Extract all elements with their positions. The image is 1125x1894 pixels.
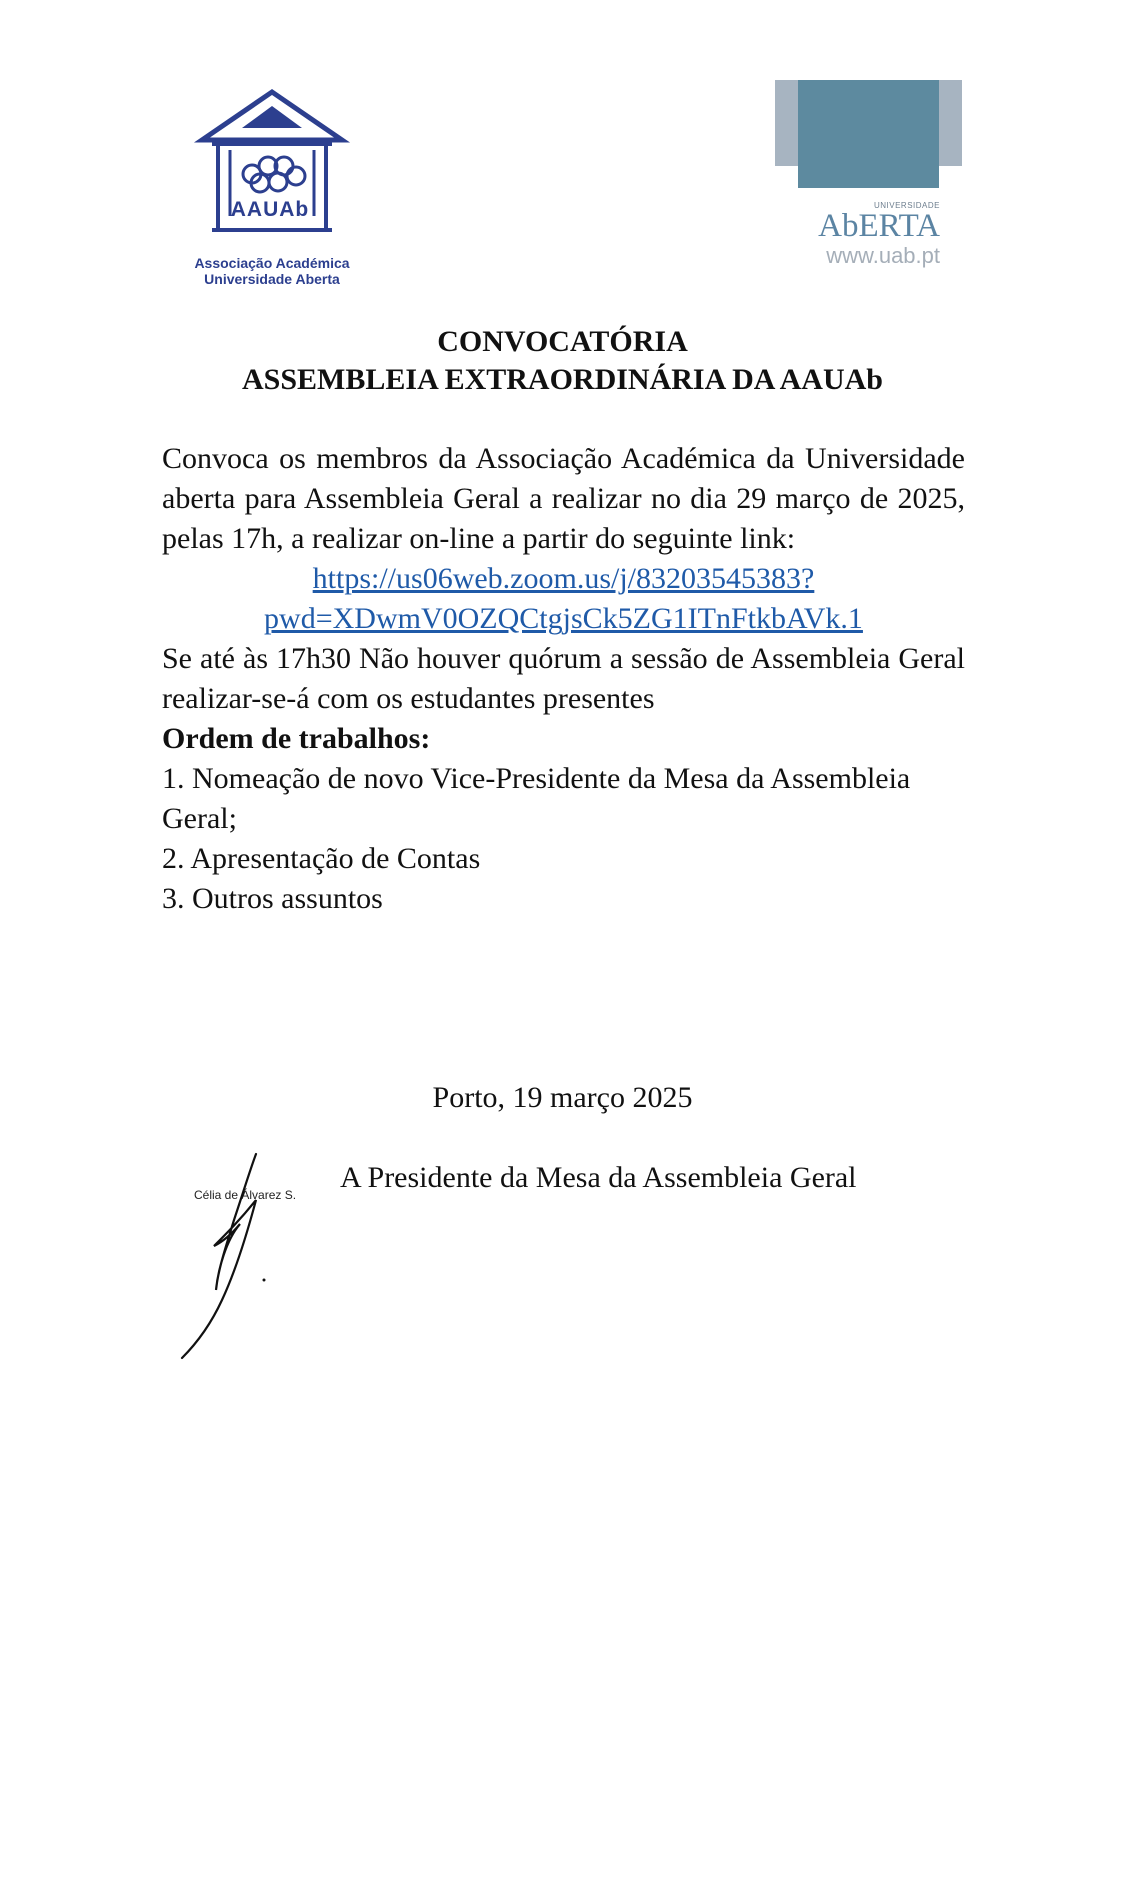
agenda-item: 2. Apresentação de Contas xyxy=(162,842,481,875)
logo-url: www.uab.pt xyxy=(826,243,940,268)
signature-icon xyxy=(170,1150,280,1360)
quorum-paragraph: Se até às 17h30 Não houver quórum a sessão de Assembleia Geral realizar-se-á com os estudantes presentes xyxy=(162,642,965,715)
signature-caption: Célia de Álvarez S. xyxy=(194,1188,297,1202)
document-body xyxy=(162,439,965,919)
uab-logo xyxy=(775,80,965,275)
logo-tagline-2: Universidade Aberta xyxy=(204,271,340,287)
logo-brand: AbERTA xyxy=(818,208,940,244)
meeting-link-part-2[interactable]: pwd=XDwmV0OZQCtgjsCk5ZG1ITnFtkbAVk.1 xyxy=(264,602,863,635)
agenda-item: 3. Outros assuntos xyxy=(162,882,383,915)
logo-overline: UNIVERSIDADE xyxy=(873,201,940,210)
logo-tagline-1: Associação Académica xyxy=(194,255,350,271)
signer-role: A Presidente da Mesa da Assembleia Geral xyxy=(340,1161,857,1194)
aauab-logo xyxy=(172,88,372,288)
meeting-link-part-1[interactable]: https://us06web.zoom.us/j/83203545383? xyxy=(312,562,815,595)
document-subtitle: ASSEMBLEIA EXTRAORDINÁRIA DA AAUAb xyxy=(242,363,883,396)
intro-paragraph: Convoca os membros da Associação Académica da Universidade aberta para Assembleia Geral a realizar no dia 29 março de 2025, pelas 17h, a realizar on-line a partir do seguinte link: xyxy=(162,442,965,555)
logo-abbr: AAUAb xyxy=(230,198,310,221)
logo-square-dark xyxy=(798,80,939,188)
agenda-item: 1. Nomeação de novo Vice-Presidente da Mesa da Assembleia Geral; xyxy=(162,762,911,835)
agenda-heading: Ordem de trabalhos: xyxy=(162,722,431,755)
place-date: Porto, 19 março 2025 xyxy=(432,1081,693,1114)
document-title: CONVOCATÓRIA xyxy=(437,325,688,358)
